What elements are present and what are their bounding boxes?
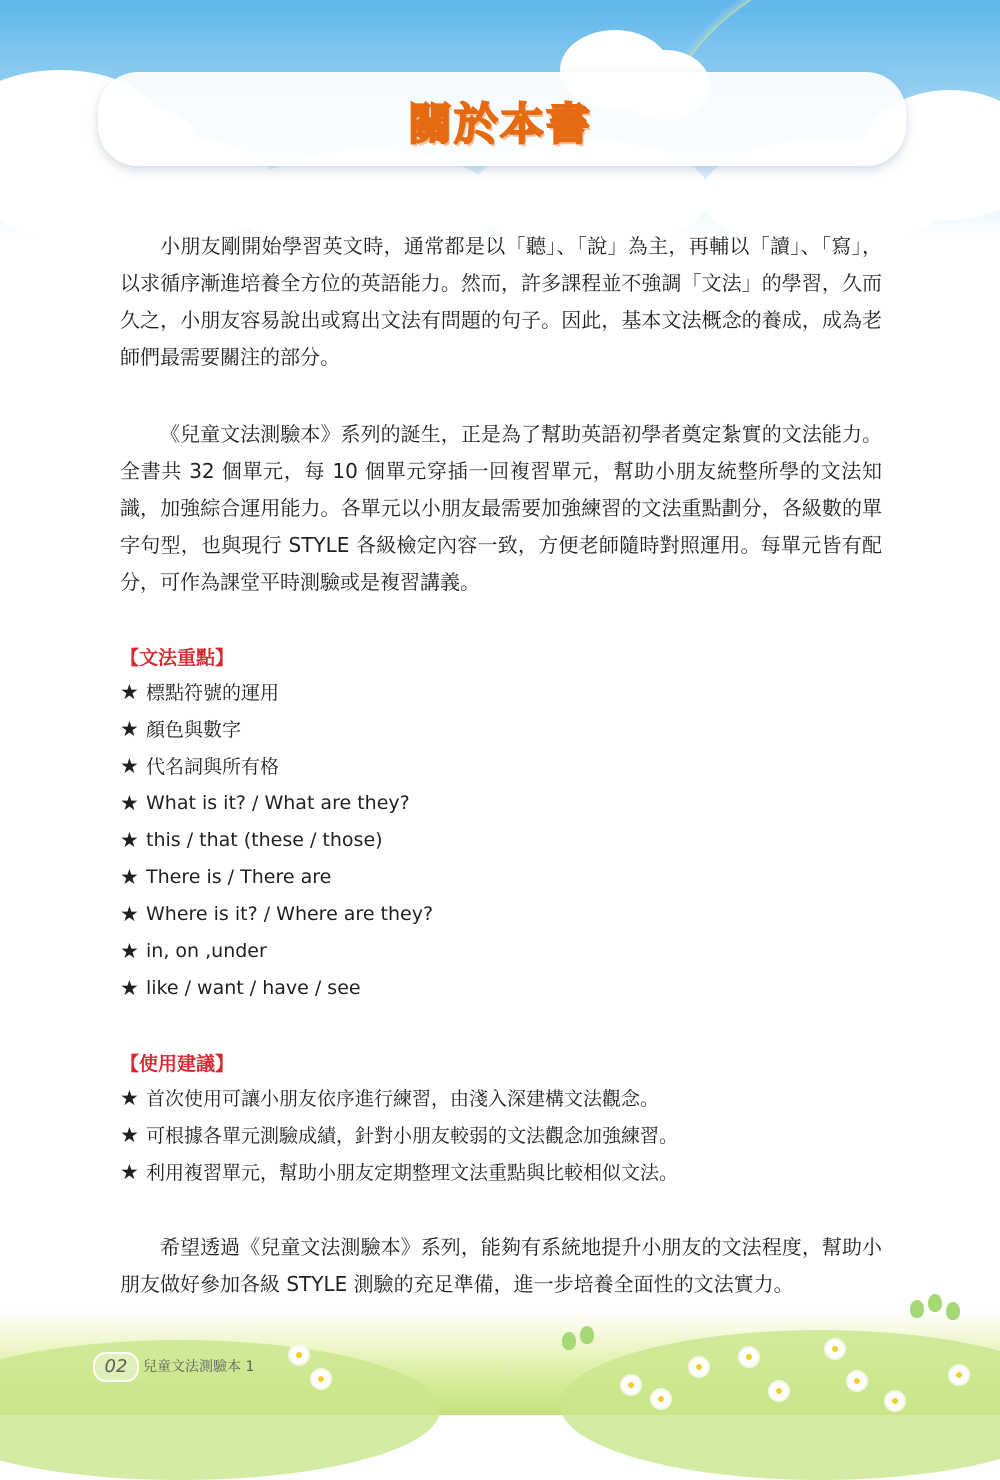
grammar-points-heading: 【文法重點】 (120, 647, 235, 669)
grammar-point-item-label: 代名詞與所有格 (146, 756, 280, 778)
grammar-point-item-label: Where is it? / Where are they? (146, 902, 434, 925)
star-bullet-icon: ★ (120, 975, 139, 1000)
star-bullet-icon: ★ (120, 827, 139, 852)
star-bullet-icon: ★ (120, 753, 139, 778)
intro-paragraph-2: 《兒童文法測驗本》系列的誕生，正是為了幫助英語初學者奠定紮實的文法能力。全書共 32 個單元，每 10 個單元穿插一回複習單元，幫助小朋友統整所學的文法知識，加強綜合運用能力。各單元以小朋友最需要加強練習的文法重點劃分，各級數的單字句型，也與現行 STYLE 各級檢定內容一致，方便老師隨時對照運用。每單元皆有配分，可作為課堂平時測驗或是複習講義。 (120, 422, 882, 594)
tree-icon (928, 1294, 942, 1312)
star-bullet-icon: ★ (120, 1085, 139, 1110)
star-bullet-icon: ★ (120, 938, 139, 963)
daisy-icon (740, 1348, 758, 1366)
grammar-point-item-label: There is / There are (146, 865, 332, 888)
usage-tip-item-label: 利用複習單元，幫助小朋友定期整理文法重點與比較相似文法。 (146, 1162, 679, 1184)
grammar-point-item-label: What is it? / What are they? (146, 791, 410, 814)
star-bullet-icon: ★ (120, 1122, 139, 1147)
usage-tip-item (120, 1116, 678, 1153)
star-bullet-icon: ★ (120, 864, 139, 889)
grammar-point-item (120, 784, 433, 821)
usage-tip-item-label: 首次使用可讓小朋友依序進行練習，由淺入深建構文法觀念。 (146, 1088, 660, 1110)
grammar-point-item (120, 747, 433, 784)
grammar-points-list (120, 673, 433, 1006)
grammar-point-item (120, 969, 433, 1006)
daisy-icon (848, 1372, 866, 1390)
star-bullet-icon: ★ (120, 679, 139, 704)
grammar-point-item (120, 932, 433, 969)
daisy-icon (312, 1370, 330, 1388)
footer-book-title: 兒童文法測驗本 1 (143, 1359, 255, 1375)
intro-paragraph-1: 小朋友剛開始學習英文時，通常都是以「聽」、「說」為主，再輔以「讀」、「寫」，以求循序漸進培養全方位的英語能力。然而，許多課程並不強調「文法」的學習，久而久之，小朋友容易說出或寫出文法有問題的句子。因此，基本文法概念的養成，成為老師們最需要關注的部分。 (120, 234, 882, 369)
daisy-icon (826, 1340, 844, 1358)
usage-tip-item (120, 1153, 678, 1190)
daisy-icon (622, 1376, 640, 1394)
tree-icon (910, 1300, 924, 1318)
star-bullet-icon: ★ (120, 716, 139, 741)
grammar-point-item (120, 673, 433, 710)
grammar-point-item-label: 顏色與數字 (146, 719, 242, 741)
grammar-point-item-label: 標點符號的運用 (146, 682, 280, 704)
grass-hill (560, 1330, 1000, 1480)
grammar-point-item-label: like / want / have / see (146, 976, 361, 999)
grammar-point-item (120, 710, 433, 747)
page-number: 02 (93, 1352, 139, 1382)
grammar-point-item-label: in, on ,under (146, 939, 267, 962)
daisy-icon (652, 1390, 670, 1408)
page-title: 關於本書 (408, 99, 592, 150)
grammar-point-item (120, 895, 433, 932)
tree-icon (580, 1326, 594, 1344)
grammar-point-item (120, 821, 433, 858)
usage-tips-list (120, 1079, 678, 1190)
daisy-icon (770, 1382, 788, 1400)
star-bullet-icon: ★ (120, 790, 139, 815)
usage-tip-item-label: 可根據各單元測驗成績，針對小朋友較弱的文法觀念加強練習。 (146, 1125, 679, 1147)
star-bullet-icon: ★ (120, 1159, 139, 1184)
closing-paragraph: 希望透過《兒童文法測驗本》系列，能夠有系統地提升小朋友的文法程度，幫助小朋友做好參加各級 STYLE 測驗的充足準備，進一步培養全面性的文法實力。 (120, 1235, 882, 1296)
tree-icon (562, 1332, 576, 1350)
daisy-icon (950, 1366, 968, 1384)
daisy-icon (290, 1346, 308, 1364)
grammar-point-item-label: this / that (these / those) (146, 828, 383, 851)
daisy-icon (690, 1358, 708, 1376)
usage-tips-heading: 【使用建議】 (120, 1053, 235, 1075)
grammar-point-item (120, 858, 433, 895)
tree-icon (946, 1302, 960, 1320)
daisy-icon (886, 1392, 904, 1410)
star-bullet-icon: ★ (120, 901, 139, 926)
usage-tip-item (120, 1079, 678, 1116)
